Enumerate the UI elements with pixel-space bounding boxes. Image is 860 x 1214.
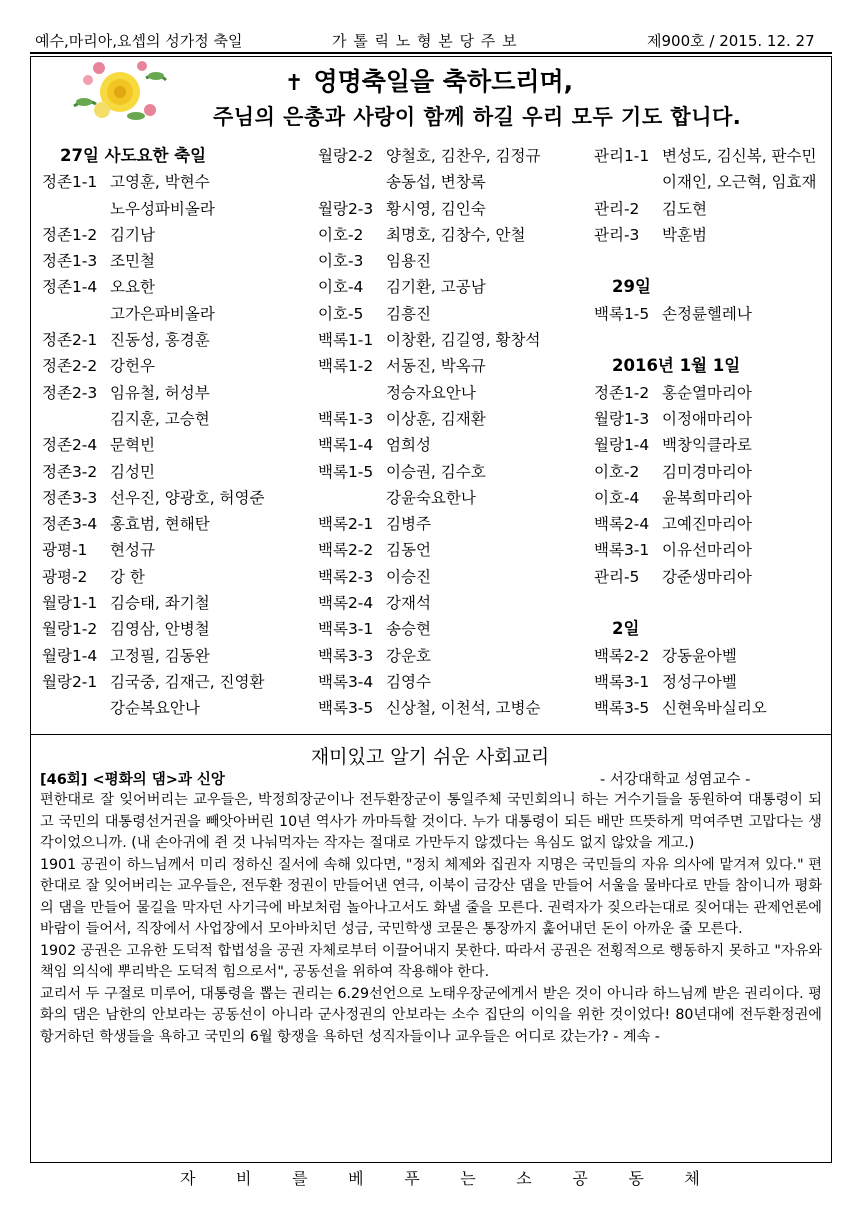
- nameday-row: [594, 169, 834, 195]
- nameday-row: [318, 380, 588, 406]
- district-label: 이호-4: [594, 488, 640, 507]
- member-names: 고가은파비올라: [110, 304, 215, 323]
- member-names: 김도현: [662, 199, 707, 218]
- nameday-row: [318, 301, 588, 327]
- member-names: 김성민: [110, 462, 155, 481]
- nameday-row: [42, 590, 302, 616]
- district-label: 월랑1-4: [594, 436, 650, 455]
- nameday-row: [318, 564, 588, 590]
- essay-meta: [40, 768, 820, 788]
- member-names: 황시영, 김인숙: [386, 199, 486, 218]
- district-label: 이호-3: [318, 252, 364, 271]
- district-label: 정존1-4: [42, 278, 98, 297]
- nameday-row: [318, 222, 588, 248]
- member-names: 강재석: [386, 594, 431, 613]
- footer-char: 공: [572, 1169, 588, 1188]
- member-names: 이승진: [386, 567, 431, 586]
- nameday-row: [594, 695, 834, 721]
- district-label: 백록1-5: [318, 462, 374, 481]
- nameday-row: [318, 353, 588, 379]
- district-label: 관리-5: [594, 567, 640, 586]
- member-names: 홍순열마리아: [662, 383, 752, 402]
- banner-line1: 영명축일을 축하드리며,: [313, 67, 574, 96]
- member-names: 강운호: [386, 646, 431, 665]
- nameday-row: [42, 537, 302, 563]
- section-divider: [30, 734, 832, 735]
- member-names: 조민철: [110, 252, 155, 271]
- member-names: 임유철, 허성부: [110, 383, 210, 402]
- district-label: 정존1-2: [594, 383, 650, 402]
- member-names: 김영삼, 안병철: [110, 620, 210, 639]
- nameday-row: [594, 485, 834, 511]
- date-heading-text: 2016년 1월 1일: [612, 356, 741, 376]
- nameday-row: [42, 643, 302, 669]
- district-label: 월랑2-3: [318, 199, 374, 218]
- nameday-row: [42, 459, 302, 485]
- member-names: 이상훈, 김재환: [386, 409, 486, 428]
- nameday-row: [318, 695, 588, 721]
- nameday-row: [42, 485, 302, 511]
- district-label: 이호-4: [318, 278, 364, 297]
- member-names: 진동성, 홍경훈: [110, 331, 210, 350]
- member-names: 고정필, 김동완: [110, 646, 210, 665]
- footer-char: 동: [628, 1169, 644, 1188]
- member-names: 정성구아벨: [662, 672, 737, 691]
- district-label: 월랑1-4: [42, 646, 98, 665]
- member-names: 서동진, 박옥규: [386, 357, 486, 376]
- district-label: 관리-2: [594, 199, 640, 218]
- district-label: 백록2-3: [318, 567, 374, 586]
- nameday-row: [42, 274, 302, 300]
- district-label: 정존2-1: [42, 331, 98, 350]
- nameday-row: [594, 432, 834, 458]
- nameday-row: [42, 353, 302, 379]
- nameday-row: [594, 301, 834, 327]
- district-label: 백록3-5: [594, 699, 650, 718]
- flower-bouquet-icon: [66, 58, 170, 126]
- essay-title: 재미있고 알기 쉬운 사회교리: [310, 746, 550, 768]
- footer-char: 푸: [404, 1169, 420, 1188]
- date-heading: [594, 616, 834, 642]
- district-label: 백록1-4: [318, 436, 374, 455]
- essay-paragraph: 편한대로 잘 잊어버리는 교우들은, 박정희장군이나 전두환장군이 통일주체 국민회의니 하는 거수기들을 동원하여 대통령이 되고 국민의 대통령선거권을 빼앗아버린 10년 역사가 까마득할 것이다. 누가 대통령이 되든 배만 뜨뜻하게 먹여주면 고맙다는 생각이었으니까. (내 손아귀에 쥔 것 나눠먹자는 작자는 절대로 가만두지 않겠다는 욕심도 없지 않았을 게고.): [40, 792, 822, 851]
- district-label: 정존2-2: [42, 357, 98, 376]
- member-names: 이유선마리아: [662, 541, 752, 560]
- nameday-row: [594, 511, 834, 537]
- bulletin-header: [35, 30, 835, 52]
- nameday-row: [42, 669, 302, 695]
- nameday-row: [318, 616, 588, 642]
- nameday-row: [318, 511, 588, 537]
- district-label: 광평-1: [42, 541, 88, 560]
- member-names: 신현욱바실리오: [662, 699, 767, 718]
- member-names: 신상철, 이천석, 고병순: [386, 699, 541, 718]
- nameday-row: [318, 143, 588, 169]
- member-names: 김기환, 고공남: [386, 278, 486, 297]
- date-heading: [42, 143, 302, 169]
- member-names: 김영수: [386, 672, 431, 691]
- date-heading: [594, 274, 834, 300]
- bulletin-name: 가 톨 릭 노 형 본 당 주 보: [332, 32, 518, 50]
- nameday-row: [42, 380, 302, 406]
- nameday-row: [594, 643, 834, 669]
- member-names: 엄희성: [386, 436, 431, 455]
- nameday-column-3: [594, 143, 834, 722]
- nameday-row: [594, 380, 834, 406]
- date-heading-text: 29일: [612, 277, 651, 297]
- district-label: 백록3-3: [318, 646, 374, 665]
- district-label: 백록3-1: [318, 620, 374, 639]
- member-names: 백창익클라로: [662, 436, 752, 455]
- essay-paragraph: 1902 공권은 고유한 도덕적 합법성을 공권 자체로부터 이끌어내지 못한다. 따라서 공권은 전횡적으로 행동하지 못하고 "자유와 책임 의식에 뿌리박은 도덕적 힘으로서", 공동선을 위하여 작용해야 한다.: [40, 942, 822, 980]
- member-names: 정승자요안나: [386, 383, 476, 402]
- nameday-column-2: [318, 143, 588, 722]
- spacer-row: [594, 248, 834, 274]
- nameday-row: [318, 248, 588, 274]
- member-names: 최명호, 김창수, 안철: [386, 225, 526, 244]
- member-names: 김기남: [110, 225, 155, 244]
- parish-feast: 예수,마리아,요셉의 성가정 축일: [35, 32, 243, 50]
- district-label: 월랑1-2: [42, 620, 98, 639]
- member-names: 손정륜헬레나: [662, 304, 752, 323]
- nameday-row: [318, 537, 588, 563]
- nameday-row: [318, 590, 588, 616]
- spacer-row: [594, 590, 834, 616]
- nameday-row: [318, 196, 588, 222]
- date-heading-text: 2일: [612, 619, 640, 639]
- nameday-row: [594, 143, 834, 169]
- member-names: 현성규: [110, 541, 155, 560]
- district-label: 백록1-2: [318, 357, 374, 376]
- nameday-row: [318, 274, 588, 300]
- district-label: 백록2-4: [318, 594, 374, 613]
- essay-episode: [46회] <평화의 댐>과 신앙: [40, 772, 225, 788]
- member-names: 이정애마리아: [662, 409, 752, 428]
- nameday-row: [42, 564, 302, 590]
- member-names: 김병주: [386, 515, 431, 534]
- nameday-row: [42, 169, 302, 195]
- member-names: 강 한: [110, 567, 145, 586]
- district-label: 백록3-1: [594, 541, 650, 560]
- nameday-row: [318, 459, 588, 485]
- member-names: 송동섭, 변창록: [386, 173, 486, 192]
- member-names: 송승현: [386, 620, 431, 639]
- member-names: 이재인, 오근혁, 임효재: [662, 173, 817, 192]
- nameday-row: [318, 669, 588, 695]
- member-names: 김국중, 김재근, 진영환: [110, 672, 265, 691]
- district-label: 이호-2: [318, 225, 364, 244]
- member-names: 고영훈, 박현수: [110, 173, 210, 192]
- district-label: 백록3-4: [318, 672, 374, 691]
- district-label: 백록2-2: [594, 646, 650, 665]
- member-names: 강순복요안나: [110, 699, 200, 718]
- district-label: 월랑2-2: [318, 147, 374, 165]
- district-label: 월랑2-1: [42, 672, 98, 691]
- district-label: 백록1-3: [318, 409, 374, 428]
- member-names: 김미경마리아: [662, 462, 752, 481]
- nameday-row: [42, 222, 302, 248]
- district-label: 정존3-4: [42, 515, 98, 534]
- footer-char: 자: [180, 1169, 196, 1188]
- nameday-row: [594, 196, 834, 222]
- member-names: 노우성파비올라: [110, 199, 215, 218]
- district-label: 백록1-5: [594, 304, 650, 323]
- district-label: 정존1-3: [42, 252, 98, 271]
- district-label: 정존2-3: [42, 383, 98, 402]
- district-label: 백록3-5: [318, 699, 374, 718]
- nameday-row: [42, 406, 302, 432]
- member-names: 김흥진: [386, 304, 431, 323]
- footer-char: 소: [516, 1169, 532, 1188]
- footer-char: 를: [292, 1169, 308, 1188]
- nameday-row: [42, 432, 302, 458]
- member-names: 강윤숙요한나: [386, 488, 476, 507]
- member-names: 김지훈, 고승현: [110, 409, 210, 428]
- member-names: 박훈범: [662, 225, 707, 244]
- nameday-row: [42, 196, 302, 222]
- nameday-row: [318, 169, 588, 195]
- member-names: 변성도, 김신복, 판수민: [662, 147, 817, 165]
- member-names: 김승태, 좌기철: [110, 594, 210, 613]
- district-label: 광평-2: [42, 567, 88, 586]
- footer-char: 비: [236, 1169, 252, 1188]
- nameday-row: [42, 616, 302, 642]
- district-label: 이호-5: [318, 304, 364, 323]
- district-label: 정존1-2: [42, 225, 98, 244]
- nameday-row: [42, 511, 302, 537]
- member-names: 고예진마리아: [662, 515, 752, 534]
- cross-icon: ✝: [285, 71, 304, 96]
- nameday-row: [318, 327, 588, 353]
- nameday-row: [318, 643, 588, 669]
- district-label: 관리-3: [594, 225, 640, 244]
- member-names: 이승권, 김수호: [386, 462, 486, 481]
- nameday-row: [318, 485, 588, 511]
- spacer-row: [594, 327, 834, 353]
- banner-title: [285, 62, 573, 98]
- district-label: 이호-2: [594, 462, 640, 481]
- district-label: 정존3-2: [42, 462, 98, 481]
- member-names: 이창환, 김길영, 황창석: [386, 331, 541, 350]
- nameday-row: [594, 537, 834, 563]
- member-names: 임용진: [386, 252, 431, 271]
- nameday-row: [42, 327, 302, 353]
- essay-author: - 서강대학교 성염교수 -: [600, 772, 751, 788]
- nameday-row: [594, 564, 834, 590]
- nameday-row: [318, 406, 588, 432]
- date-heading: [594, 353, 834, 379]
- member-names: 김동언: [386, 541, 431, 560]
- nameday-row: [42, 248, 302, 274]
- date-heading-text: 27일 사도요한 축일: [60, 146, 207, 165]
- district-label: 월랑1-1: [42, 594, 98, 613]
- footer-char: 는: [460, 1169, 476, 1188]
- nameday-row: [318, 432, 588, 458]
- nameday-row: [42, 301, 302, 327]
- member-names: 강동윤아벨: [662, 646, 737, 665]
- district-label: 백록2-1: [318, 515, 374, 534]
- district-label: 백록2-4: [594, 515, 650, 534]
- footer-char: 베: [348, 1169, 364, 1188]
- nameday-row: [594, 406, 834, 432]
- member-names: 선우진, 양광호, 허영준: [110, 488, 265, 507]
- essay-body: [40, 790, 822, 1048]
- district-label: 정존1-1: [42, 173, 98, 192]
- member-names: 양철호, 김찬우, 김정규: [386, 147, 541, 165]
- member-names: 문혁빈: [110, 436, 155, 455]
- footer-motto: [180, 1166, 700, 1189]
- essay-paragraph: 교리서 두 구절로 미루어, 대통령을 뽑는 권리는 6.29선언으로 노태우장군에게서 받은 것이 아니라 하느님께 받은 권리이다. 평화의 댐은 남한의 안보라는 공동선이 아니라 군사정권의 안보라는 소수 집단의 이익을 위한 것이었다! 80년대에 전두환정권에 항거하던 학생들을 욕하고 국민의 6월 항쟁을 욕하던 성직자들이나 교우들은 어디로 갔는가? - 계속 -: [40, 985, 822, 1045]
- nameday-row: [42, 695, 302, 721]
- nameday-column-1: [42, 143, 302, 722]
- essay-paragraph: 1901 공권이 하느님께서 미리 정하신 질서에 속해 있다면, "정치 체제와 집권자 지명은 국민들의 자유 의사에 맡겨져 있다." 편한대로 잘 잊어버리는 교우들은, 전두환 정권이 만들어낸 연극, 이북이 금강산 댐을 만들어 서울을 물바다로 만들 참이니까 평화의 댐을 만들어 물길을 막자던 사기극에 바보처럼 놀아나고서도 화낼 줄을 모른다. 권력자가 짖으라는대로 짖어대는 관제언론에 바람이 들어서, 직장에서 사업장에서 모아바치던 성금, 국민학생 코묻은 통장까지 훑어내던 돈이 아까운 줄 모른다.: [40, 856, 822, 937]
- district-label: 관리1-1: [594, 147, 650, 165]
- district-label: 백록3-1: [594, 672, 650, 691]
- district-label: 백록2-2: [318, 541, 374, 560]
- header-divider: [30, 52, 832, 54]
- issue-number: 제900호 / 2015. 12. 27: [647, 32, 815, 50]
- nameday-row: [594, 459, 834, 485]
- footer-char: 체: [684, 1169, 700, 1188]
- nameday-row: [594, 669, 834, 695]
- district-label: 백록1-1: [318, 331, 374, 350]
- banner-line2: 주님의 은총과 사랑이 함께 하길 우리 모두 기도 합니다.: [213, 105, 742, 129]
- district-label: 정존2-4: [42, 436, 98, 455]
- member-names: 윤복희마리아: [662, 488, 752, 507]
- member-names: 강준생마리아: [662, 567, 752, 586]
- member-names: 홍효범, 현해탄: [110, 515, 210, 534]
- district-label: 월랑1-3: [594, 409, 650, 428]
- nameday-row: [594, 222, 834, 248]
- district-label: 정존3-3: [42, 488, 98, 507]
- member-names: 오요한: [110, 278, 155, 297]
- member-names: 강헌우: [110, 357, 155, 376]
